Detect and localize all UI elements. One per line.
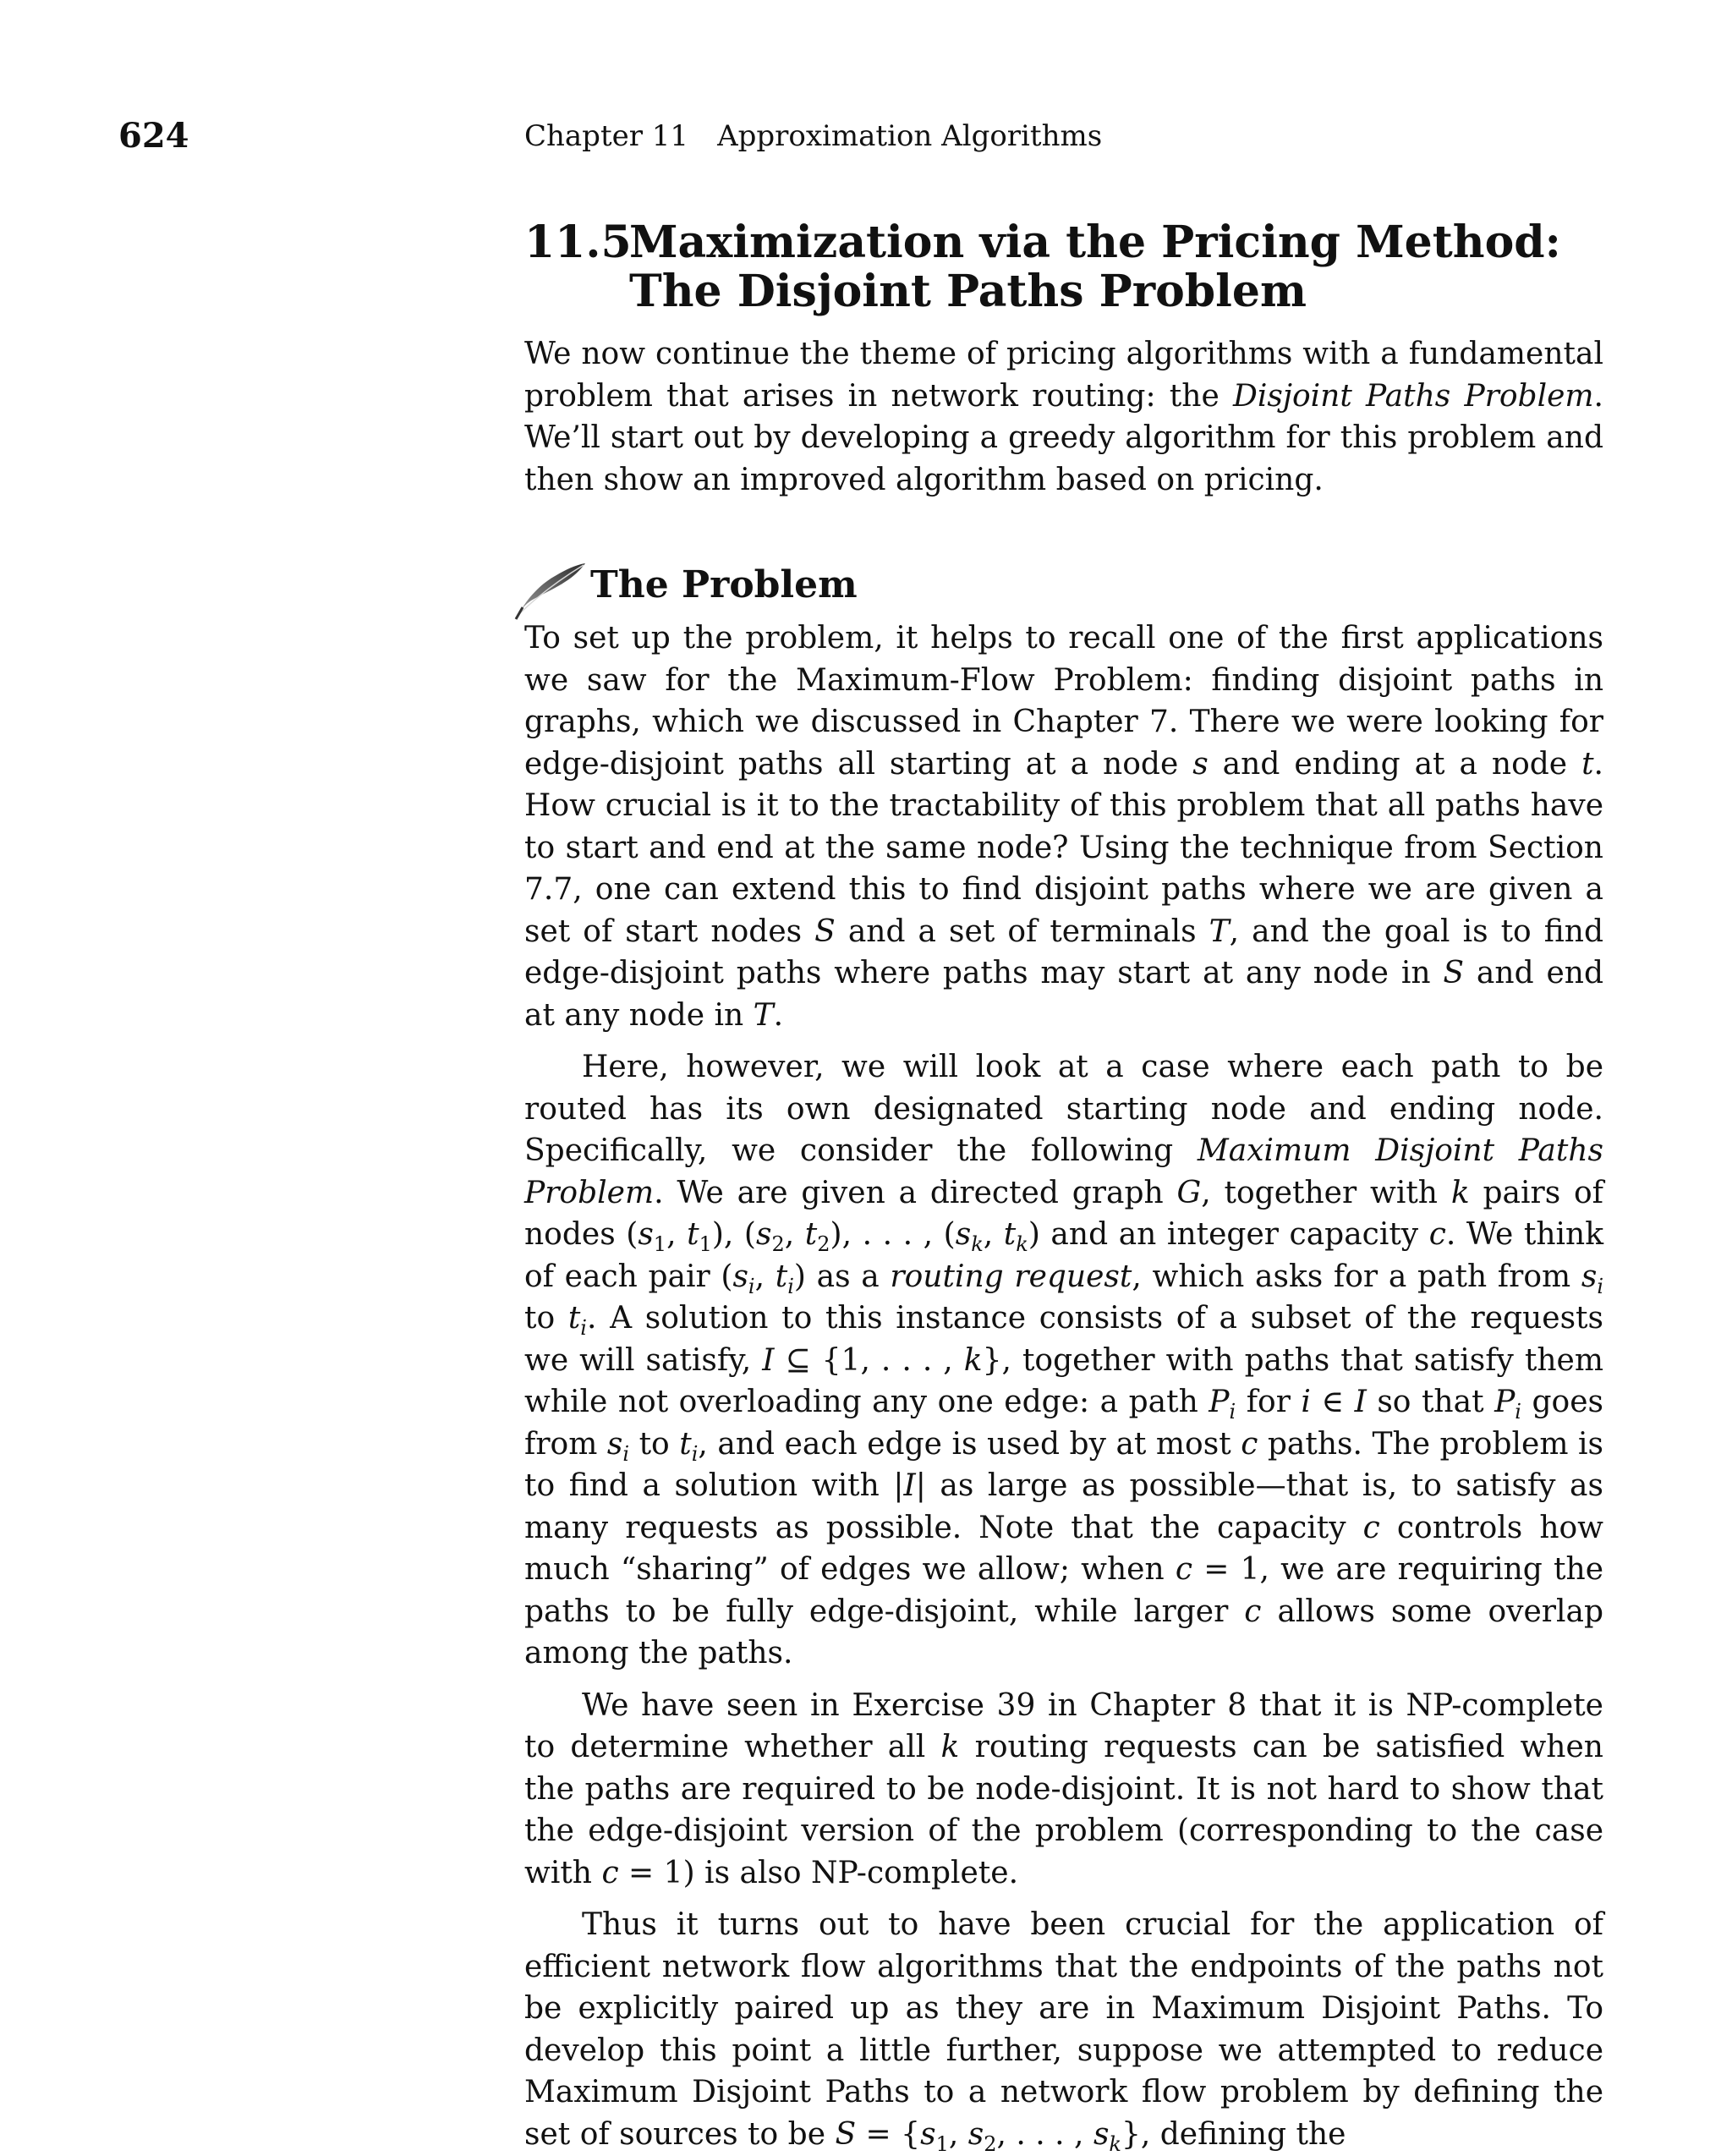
intro-paragraph: We now continue the theme of pricing algorithms with a fundamental problem that arises in network routing: the Disjoint Paths Problem. We’ll start out by developing a greedy algorithm for this problem and then show an improved algorithm based on pricing.: [524, 337, 1603, 497]
chapter-title: Approximation Algorithms: [717, 119, 1103, 153]
section-title: [524, 218, 1603, 316]
paragraph-4: Thus it turns out to have been crucial for the application of efficient network flow algorithms that the endpoints of the paths not be explicitly paired up as they are in Maximum Disjoint Paths. To develop this point a little further, suppose we attempted to reduce Maximum Disjoint Paths to a network flow problem by defining the set of sources to be $S = \{s_1$, $s_2$, . . . , $s_k$}, defining the: [524, 1907, 1603, 2156]
subsection-title: The Problem: [590, 563, 858, 606]
chapter-label: Chapter 11: [524, 119, 689, 153]
page-content: [524, 218, 1603, 2155]
paragraph-2: Here, however, we will look at a case where each path to be routed has its own designated starting node and ending node. Specifically, we consider the following Maximum Disjoint Paths Problem. We are given a directed graph G, together with k pairs of nodes ($s_1$, $t_1$), ($s_2$, $t_2$), . . . , ($s_k$, $t_k$) and an integer capacity c. We think of each pair ($s_i$, $t_i$) as a routing request, which asks for a path from $s_i$ to $t_i$. A solution to this instance consists of a subset of the requests we will satisfy, I ⊆ {1, . . . , k}, together with paths that satisfy them while not overloading any one edge: a path $P_i$ for i ∈ I so that $P_i$ goes from $s_i$ to $t_i$, and each edge is used by at most c paths. The problem is to find a solution with |I| as large as possible—that is, to satisfy as many requests as possible. Note that the capacity c controls how much “sharing” of edges we allow; when c = 1, we are requiring the paths to be fully edge-disjoint, while larger c allows some overlap among the paths.: [524, 1050, 1604, 1670]
subsection-heading: [524, 562, 1603, 609]
section-number: 11.5: [524, 217, 632, 268]
paragraph-1: To set up the problem, it helps to recall one of the first applications we saw for the Maximum-Flow Problem: finding disjoint paths in graphs, which we discussed in Chapter 7. There we were looking for edge-disjoint paths all starting at a node s and ending at a node t. How crucial is it to the tractability of this problem that all paths have to start and end at the same node? Using the technique from Section 7.7, one can extend this to find disjoint paths where we are given a set of start nodes S and a set of terminals T, and the goal is to find edge-disjoint paths where paths may start at any node in S and end at any node in T.: [524, 621, 1604, 1033]
quill-pen-icon: [512, 553, 589, 621]
paragraph-3: We have seen in Exercise 39 in Chapter 8 that it is NP-complete to determine whether all k routing requests can be satisfied when the paths are required to be node-disjoint. It is not hard to show that the edge-disjoint version of the problem (corresponding to the case with c = 1) is also NP-complete.: [524, 1687, 1603, 1890]
section-title-line1: Maximization via the Pricing Method:: [629, 217, 1561, 268]
running-head: [524, 115, 1102, 157]
page-number: 624: [118, 116, 189, 156]
section-title-line2: The Disjoint Paths Problem: [629, 266, 1307, 317]
